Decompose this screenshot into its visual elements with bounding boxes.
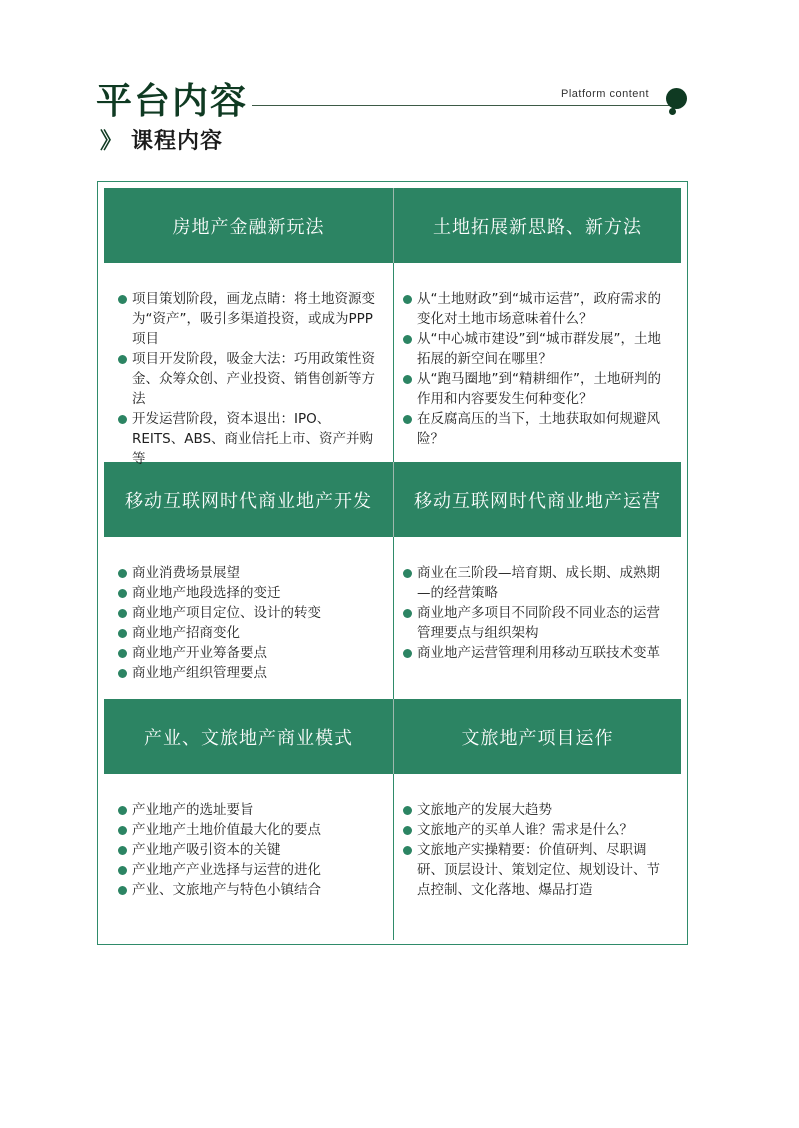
decorative-small-dot-icon (669, 108, 676, 115)
card-body (394, 263, 681, 462)
list-item: 商业地产开业筹备要点 (118, 643, 379, 663)
title-divider (252, 105, 672, 106)
list-item: 商业在三阶段—培育期、成长期、成熟期—的经营策略 (403, 563, 667, 603)
list-item: 开发运营阶段，资本退出：IPO、REITS、ABS、商业信托上市、资产并购等 (118, 409, 379, 469)
list-item: 项目开发阶段，吸金大法：巧用政策性资金、众筹众创、产业投资、销售创新等方法 (118, 349, 379, 409)
list-item: 产业地产土地价值最大化的要点 (118, 820, 379, 840)
list-item: 产业地产吸引资本的关键 (118, 840, 379, 860)
card-header: 文旅地产项目运作 (394, 699, 681, 774)
list-item: 产业地产产业选择与运营的进化 (118, 860, 379, 880)
chevron-right-icon: 》 (100, 129, 124, 154)
list-item: 产业地产的选址要旨 (118, 800, 379, 820)
list-item: 商业消费场景展望 (118, 563, 379, 583)
list-item: 商业地产运营管理利用移动互联技术变革 (403, 643, 667, 663)
card-header: 移动互联网时代商业地产运营 (394, 462, 681, 537)
list-item: 商业地产组织管理要点 (118, 663, 379, 683)
list-item: 商业地产地段选择的变迁 (118, 583, 379, 603)
subtitle-text: 课程内容 (131, 129, 224, 154)
list-item: 从“土地财政”到“城市运营”，政府需求的变化对土地市场意味着什么？ (403, 289, 667, 329)
page-title: 平台内容 (96, 81, 249, 122)
list-item: 商业地产项目定位、设计的转变 (118, 603, 379, 623)
list-item: 项目策划阶段，画龙点睛：将土地资源变为“资产”，吸引多渠道投资，或成为PPP项目 (118, 289, 379, 349)
list-item: 商业地产多项目不同阶段不同业态的运营管理要点与组织架构 (403, 603, 667, 643)
list-item: 从“中心城市建设”到“城市群发展”，土地拓展的新空间在哪里？ (403, 329, 667, 369)
card-header: 房地产金融新玩法 (104, 188, 394, 263)
section-subtitle (100, 127, 223, 157)
list-item: 文旅地产的发展大趋势 (403, 800, 667, 820)
decorative-dot-icon (666, 88, 687, 109)
card-header: 土地拓展新思路、新方法 (394, 188, 681, 263)
list-item: 产业、文旅地产与特色小镇结合 (118, 880, 379, 900)
list-item: 文旅地产的买单人谁？需求是什么？ (403, 820, 667, 840)
card-body (104, 774, 394, 940)
list-item: 从“跑马圈地”到“精耕细作”，土地研判的作用和内容要发生何种变化？ (403, 369, 667, 409)
card-header: 产业、文旅地产商业模式 (104, 699, 394, 774)
card-body (104, 263, 394, 467)
list-item: 文旅地产实操精要：价值研判、尽职调研、顶层设计、策划定位、规划设计、节点控制、文化落地、爆品打造 (403, 840, 667, 900)
card-header: 移动互联网时代商业地产开发 (104, 462, 394, 537)
card-body (394, 774, 681, 940)
list-item: 在反腐高压的当下，土地获取如何规避风险？ (403, 409, 667, 449)
course-grid (104, 188, 681, 940)
card-body (104, 537, 394, 699)
card-body (394, 537, 681, 699)
list-item: 商业地产招商变化 (118, 623, 379, 643)
page-title-en: Platform content (561, 88, 650, 100)
